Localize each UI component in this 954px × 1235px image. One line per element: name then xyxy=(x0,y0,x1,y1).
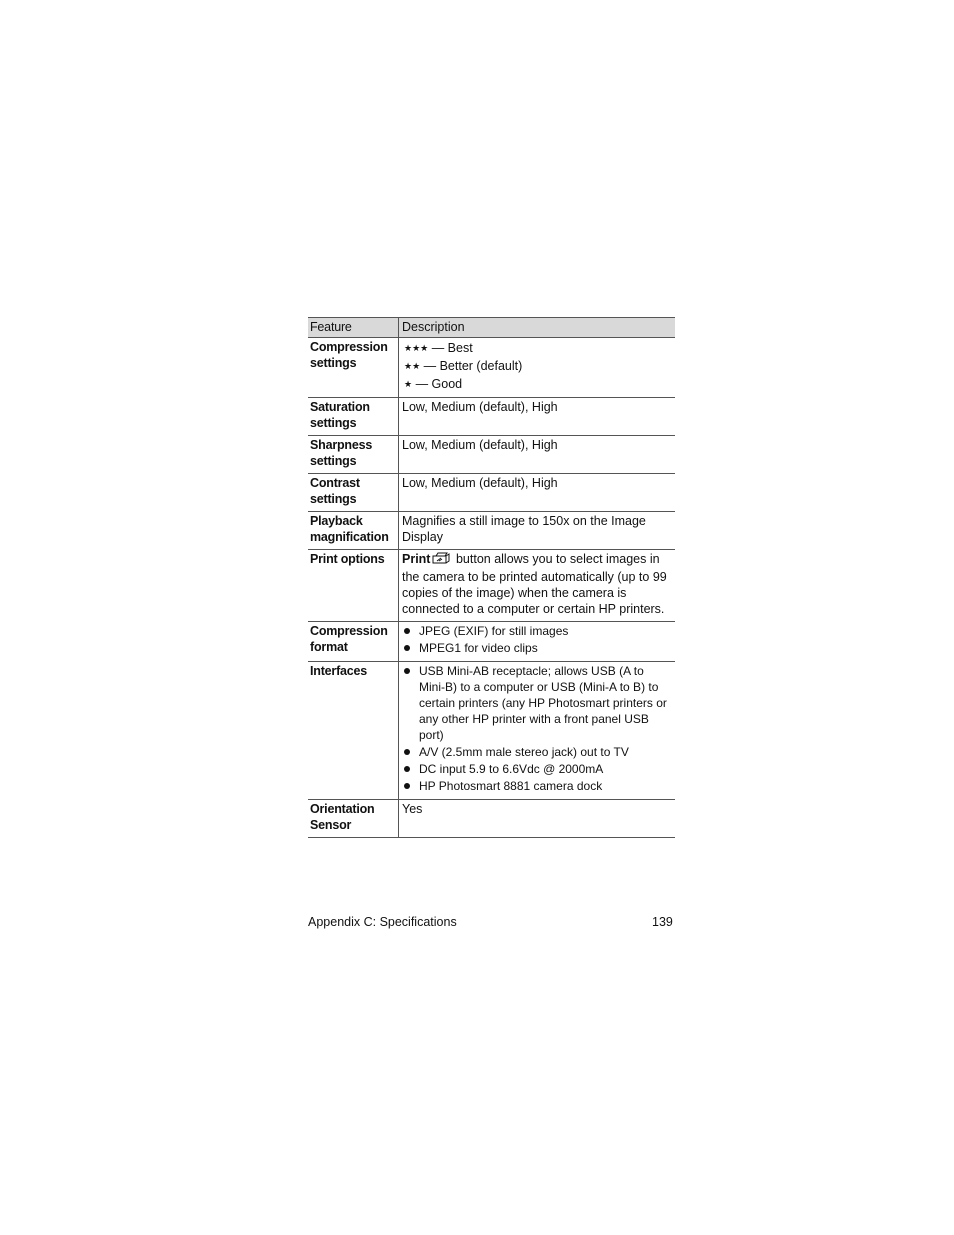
feature-cell: Playback magnification xyxy=(308,512,399,550)
list-item-text: A/V (2.5mm male stereo jack) out to TV xyxy=(419,745,629,759)
table-row xyxy=(308,662,675,800)
option-label: — Better (default) xyxy=(423,359,523,373)
bullet-icon xyxy=(404,628,410,634)
bullet-icon xyxy=(404,766,410,772)
feature-cell: Sharpness settings xyxy=(308,436,399,474)
list-item xyxy=(402,640,671,656)
table-row xyxy=(308,550,675,622)
feature-cell: Interfaces xyxy=(308,662,399,800)
list-item xyxy=(402,761,671,777)
feature-cell: Compression settings xyxy=(308,338,399,398)
feature-cell: Print options xyxy=(308,550,399,622)
table-row xyxy=(308,436,675,474)
list-item-text: HP Photosmart 8881 camera dock xyxy=(419,779,603,793)
compression-format-list xyxy=(402,623,671,656)
compression-option-better xyxy=(402,357,671,375)
print-label: Print xyxy=(402,552,431,566)
bullet-icon xyxy=(404,668,410,674)
table-row xyxy=(308,800,675,838)
print-description: button allows you to select images in the camera to be printed automatically (up to 99 copies of the image) when the camera is connected to a computer or certain HP printers. xyxy=(402,552,667,616)
list-item xyxy=(402,778,671,794)
bullet-icon xyxy=(404,749,410,755)
feature-cell: Orientation Sensor xyxy=(308,800,399,838)
page-number: 139 xyxy=(652,915,673,929)
table-row xyxy=(308,338,675,398)
table-header-row xyxy=(308,318,675,338)
bullet-icon xyxy=(404,645,410,651)
feature-cell: Contrast settings xyxy=(308,474,399,512)
footer-section-title: Appendix C: Specifications xyxy=(308,915,457,929)
description-cell: Low, Medium (default), High xyxy=(399,398,676,436)
list-item-text: MPEG1 for video clips xyxy=(419,641,538,655)
table-row xyxy=(308,474,675,512)
bullet-icon xyxy=(404,783,410,789)
description-cell xyxy=(399,662,676,800)
three-stars-icon: ★★★ xyxy=(404,343,429,353)
list-item xyxy=(402,744,671,760)
one-star-icon: ★ xyxy=(404,379,413,389)
description-cell xyxy=(399,622,676,662)
description-cell: Low, Medium (default), High xyxy=(399,474,676,512)
table-row xyxy=(308,622,675,662)
list-item-text: JPEG (EXIF) for still images xyxy=(419,624,569,638)
list-item-text: DC input 5.9 to 6.6Vdc @ 2000mA xyxy=(419,762,604,776)
description-cell xyxy=(399,550,676,622)
feature-cell: Compression format xyxy=(308,622,399,662)
table-row xyxy=(308,512,675,550)
feature-cell: Saturation settings xyxy=(308,398,399,436)
list-item xyxy=(402,623,671,639)
option-label: — Good xyxy=(415,377,463,391)
description-cell: Low, Medium (default), High xyxy=(399,436,676,474)
compression-option-good xyxy=(402,375,671,393)
table-row xyxy=(308,398,675,436)
description-cell: Magnifies a still image to 150x on the Image Display xyxy=(399,512,676,550)
list-item-text: USB Mini-AB receptacle; allows USB (A to Mini-B) to a computer or USB (Mini-A to B) to certain printers (any HP Photosmart printers or any other HP printer with a front panel USB port) xyxy=(419,664,667,742)
option-label: — Best xyxy=(431,341,473,355)
compression-option-best xyxy=(402,339,671,357)
description-column-header: Description xyxy=(399,318,676,338)
description-cell xyxy=(399,338,676,398)
print-icon xyxy=(432,552,450,569)
interfaces-list xyxy=(402,663,671,794)
list-item xyxy=(402,663,671,743)
feature-column-header: Feature xyxy=(308,318,399,338)
two-stars-icon: ★★ xyxy=(404,361,421,371)
specifications-table xyxy=(308,317,675,838)
description-cell: Yes xyxy=(399,800,676,838)
